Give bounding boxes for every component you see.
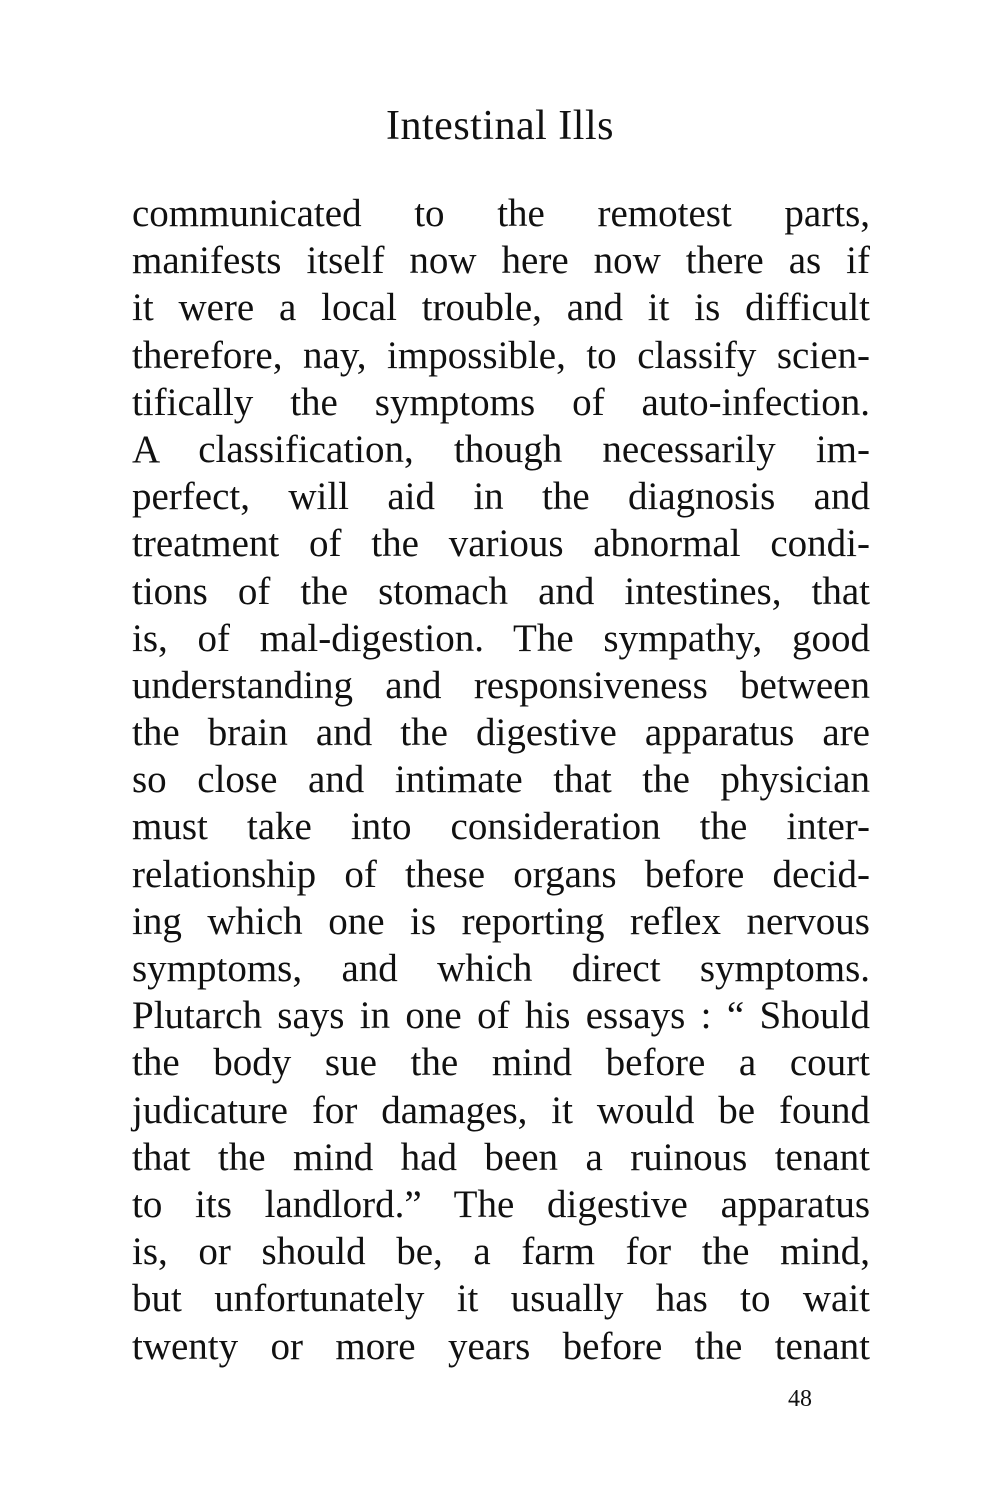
text-line: judicature for damages, it would be found — [132, 1088, 870, 1132]
text-line: tifically the symptoms of auto-infection. — [132, 380, 870, 424]
running-head: Intestinal Ills — [386, 103, 614, 149]
text-line: relationship of these organs before decid- — [132, 852, 870, 896]
text-line: the brain and the digestive apparatus are — [132, 711, 870, 755]
text-line: must take into consideration the inter- — [132, 805, 870, 849]
text-line: so close and intimate that the physician — [132, 758, 870, 802]
text-line: Plutarch says in one of his essays : “ Should — [132, 994, 870, 1038]
text-line: treatment of the various abnormal condi- — [132, 522, 870, 566]
text-line: A classification, though necessarily im- — [132, 427, 870, 471]
text-line: ing which one is reporting reflex nervous — [132, 899, 870, 943]
text-line: that the mind had been a ruinous tenant — [132, 1135, 870, 1179]
text-line: the body sue the mind before a court — [132, 1041, 870, 1085]
text-line: manifests itself now here now there as if — [132, 239, 870, 283]
text-line: perfect, will aid in the diagnosis and — [132, 475, 870, 519]
text-line: it were a local trouble, and it is difficult — [132, 286, 870, 330]
text-line: is, of mal-digestion. The sympathy, good — [132, 616, 870, 660]
text-line: but unfortunately it usually has to wait — [132, 1277, 870, 1321]
page-number: 48 — [788, 1386, 812, 1412]
text-line: therefore, nay, impossible, to classify scien- — [132, 333, 870, 377]
text-line: tions of the stomach and intestines, that — [132, 569, 870, 613]
text-line: communicated to the remotest parts, — [132, 192, 870, 235]
text-line: symptoms, and which direct symptoms. — [132, 947, 870, 990]
text-line: understanding and responsiveness between — [132, 663, 870, 707]
text-line: is, or should be, a farm for the mind, — [132, 1230, 870, 1274]
body-text — [132, 190, 870, 1370]
text-line: twenty or more years before the tenant — [132, 1324, 870, 1368]
text-line: to its landlord.” The digestive apparatus — [132, 1182, 870, 1226]
